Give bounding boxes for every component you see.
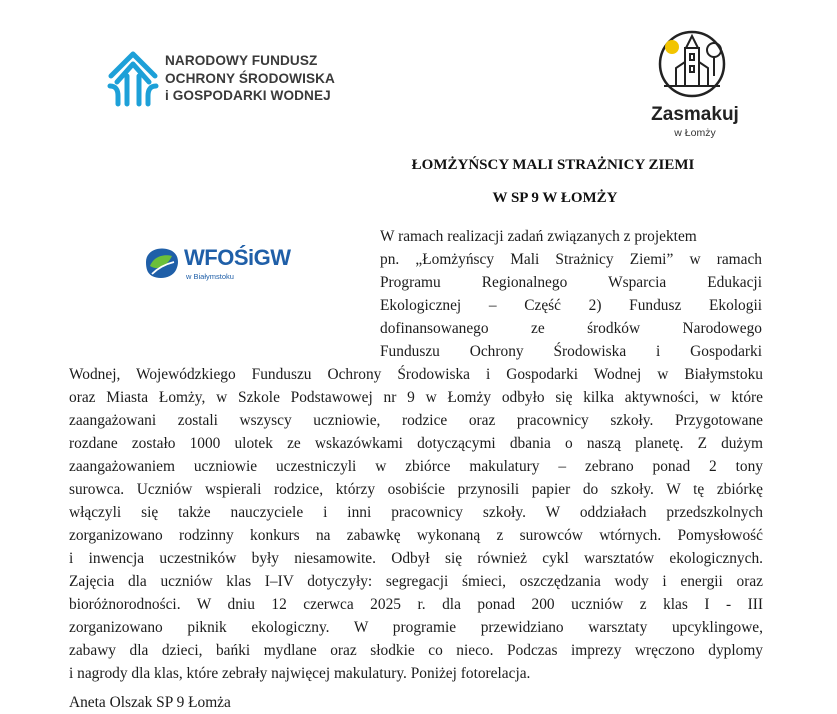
- author-signature: Aneta Olszak SP 9 Łomża: [69, 694, 231, 711]
- article-title-line-2: W SP 9 W ŁOMŻY: [492, 190, 618, 206]
- body-line: rozdane zostało 1000 ulotek ze wskazówkami dotyczącymi dbania o naszą planetę. Z dużym: [69, 435, 763, 452]
- body-line: oraz Miasta Łomży, w Szkole Podstawowej nr 9 w Łomży odbyło się kilka aktywności, w które: [69, 389, 763, 406]
- body-line: i nagrody dla klas, które zebrały najwięcej makulatury. Poniżej fotorelacja.: [69, 665, 531, 682]
- body-line: Funduszu Ochrony Środowiska i Gospodarki: [380, 343, 762, 360]
- nfos-tree-icon: [104, 50, 162, 108]
- wfosigw-subtitle: w Białymstoku: [186, 272, 234, 281]
- body-line: włączyli się także nauczyciele i inni pracownicy szkoły. W oddziałach przedszkolnych: [69, 504, 763, 521]
- zasmakuj-logo: [650, 28, 740, 139]
- body-line: zorganizowano rodzinny konkurs na zabawkę wykonaną z surowców wtórnych. Pomysłowość: [69, 527, 763, 544]
- wfosigw-logo: [140, 244, 300, 286]
- body-line: pn. „Łomżyńscy Mali Strażnicy Ziemi” w ramach: [380, 251, 762, 268]
- nfos-line-2: OCHRONY ŚRODOWISKA: [165, 70, 335, 86]
- body-line: dofinansowanego ze środków Narodowego: [380, 320, 762, 337]
- zasmakuj-subtitle: w Łomży: [674, 127, 716, 139]
- town-hall-icon: [650, 28, 740, 104]
- body-line: bioróżnorodności. W dniu 12 czerwca 2025 r. dla ponad 200 uczniów z klas I - III: [69, 596, 763, 613]
- nfos-logo: [104, 50, 344, 108]
- nfos-line-1: NARODOWY FUNDUSZ: [165, 53, 318, 68]
- body-line: Programu Regionalnego Wsparcia Edukacji: [380, 274, 762, 291]
- body-line: W ramach realizacji zadań związanych z projektem: [380, 228, 697, 245]
- body-line: Wodnej, Wojewódzkiego Funduszu Ochrony Środowiska i Gospodarki Wodnej w Białymstoku: [69, 366, 763, 383]
- body-line: Ekologicznej – Część 2) Fundusz Ekologii: [380, 297, 762, 314]
- body-line: zaangażowani zostali wszyscy uczniowie, rodzice oraz pracownicy szkoły. Przygotowane: [69, 412, 763, 429]
- body-line: surowca. Uczniów wspierali rodzice, którzy osobiście przynosili papier do szkoły. W tę zbiórkę: [69, 481, 763, 498]
- body-line: Zajęcia dla uczniów klas I–IV dotyczyły: segregacji śmieci, oszczędzania wody i energii oraz: [69, 573, 763, 590]
- body-line: zorganizowano piknik ekologiczny. W programie przewidziano warsztaty upcyklingowe,: [69, 619, 763, 636]
- nfos-line-3: i GOSPODARKI WODNEJ: [165, 88, 331, 103]
- body-line: zaangażowaniem uczniowie uczestniczyli w zbiórce makulatury – zebrano ponad 2 tony: [69, 458, 763, 475]
- body-line: zabawy dla dzieci, bańki mydlane oraz słodkie co nieco. Podczas imprezy wręczono dyplomy: [69, 642, 763, 659]
- wfosigw-leaf-icon: [140, 244, 182, 282]
- zasmakuj-word: Zasmakuj: [651, 104, 739, 125]
- nfos-name: [165, 52, 335, 105]
- wfosigw-word: WFOŚiGW: [184, 245, 291, 270]
- body-line: i inwencja uczestników były niesamowite. Odbył się również cykl warsztatów ekologicznych.: [69, 550, 763, 567]
- article-title-line-1: ŁOMŻYŃSCY MALI STRAŻNICY ZIEMI: [411, 157, 695, 173]
